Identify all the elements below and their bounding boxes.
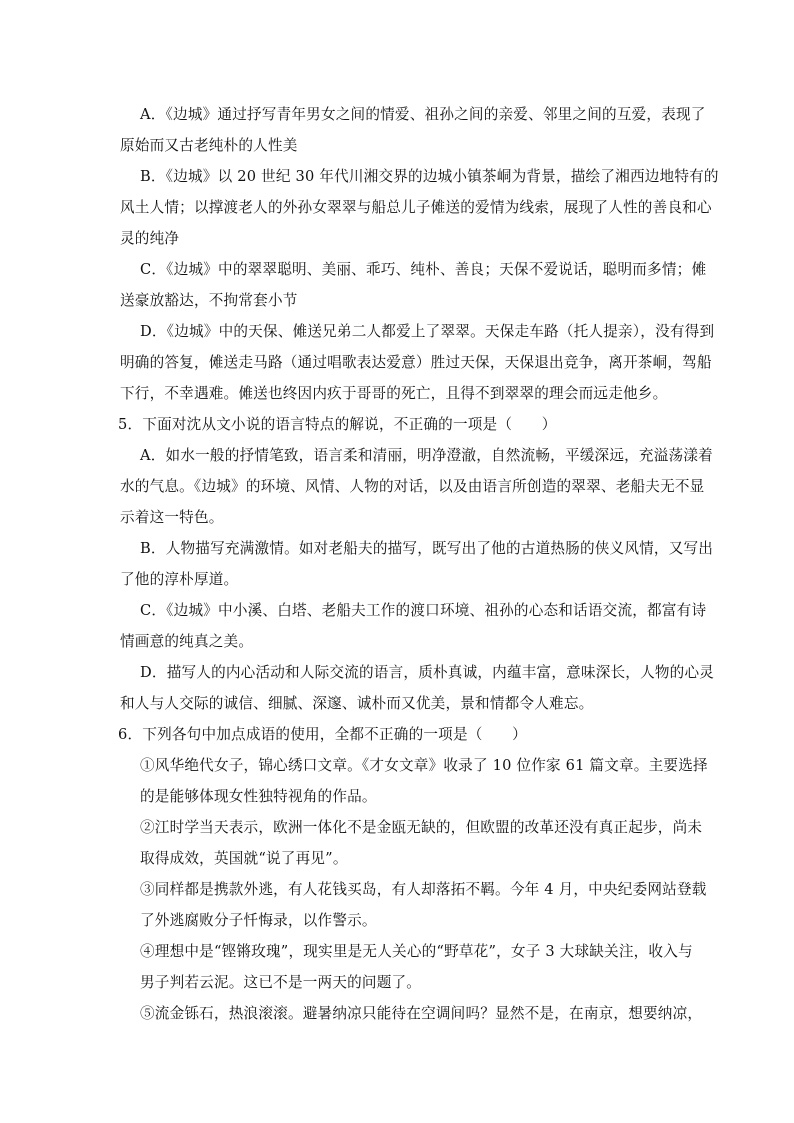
question-6-stem [118, 719, 683, 750]
text-line: C．《边城》中的翠翠聪明、美丽、乖巧、纯朴、善良；天保不爱说话，聪明而多情；傩 [140, 261, 707, 278]
text-line: 取得成效，英国就“说了再见”。 [140, 850, 348, 867]
text-line: 了外逃腐败分子忏悔录，以作警示。 [140, 912, 377, 929]
text-line: 水的气息。《边城》的环境、风情、人物的对话，以及由语言所创造的翠翠、老船夫无不显 [120, 478, 705, 495]
q4-option-b [118, 161, 719, 254]
text-line: 明确的答复，傩送走马路（通过唱歌表达爱意）胜过天保，天保退出竞争，离开茶峒，驾船 [120, 354, 712, 371]
text-line: B．人物描写充满激情。如对老船夫的描写，既写出了他的古道热肠的侠义风情，又写出 [140, 540, 714, 557]
text-line: ②江时学当天表示，欧洲一体化不是金瓯无缺的，但欧盟的改革还没有真正起步，尚未 [140, 819, 703, 836]
text-line: D．描写人的内心活动和人际交流的语言，质朴真诚，内蕴丰富，意味深长，人物的心灵 [140, 664, 715, 681]
q6-item-1 [118, 750, 708, 812]
text-line: 情画意的纯真之美。 [120, 633, 254, 650]
text-line: ④理想中是“铿锵玫瑰”，现实里是无人关心的“野草花”，女子 3 大球缺关注，收入与 [140, 943, 693, 960]
q5-option-b [118, 533, 714, 595]
text-line: A．如水一般的抒情笔致，语言柔和清丽，明净澄澈，自然流畅，平缓深远，充溢荡漾着 [140, 447, 713, 464]
q6-item-2 [118, 812, 703, 874]
text-line: 男子判若云泥。这已不是一两天的问题了。 [140, 974, 422, 991]
q5-option-d [118, 657, 715, 719]
text-line: 风土人情；以撑渡老人的外孙女翠翠与船总儿子傩送的爱情为线索，展现了人性的善良和心 [120, 199, 712, 216]
q6-item-4 [118, 936, 693, 998]
text-line: B．《边城》以 20 世纪 30 年代川湘交界的边城小镇茶峒为背景，描绘了湘西边地特有的 [140, 168, 719, 185]
text-line: D．《边城》中的天保、傩送兄弟二人都爱上了翠翠。天保走车路（托人提亲），没有得到 [140, 323, 715, 340]
question-content [118, 99, 719, 1029]
text-line: 灵的纯净 [120, 230, 180, 247]
text-line: ⑤流金铄石，热浪滚滚。避暑纳凉只能待在空调间吗？显然不是，在南京，想要纳凉， [140, 1005, 703, 1022]
q5-option-a [118, 440, 713, 533]
text-line: ③同样都是携款外逃，有人花钱买岛，有人却落拓不羁。今年 4 月，中央纪委网站登载 [140, 881, 707, 898]
text-line: 和人与人交际的诚信、细腻、深邃、诚朴而又优美，景和情都令人难忘。 [120, 695, 594, 712]
question-5-stem [118, 409, 683, 440]
text-line: 的是能够体现女性独特视角的作品。 [140, 788, 377, 805]
text-line: 送豪放豁达，不拘常套小节 [120, 292, 298, 309]
text-line: A．《边城》通过抒写青年男女之间的情爱、祖孙之间的亲爱、邻里之间的互爱，表现了 [140, 106, 706, 123]
text-line: 下行，不幸遇难。傩送也终因内疚于哥哥的死亡，且得不到翠翠的理会而远走他乡。 [120, 385, 668, 402]
q5-option-c [118, 595, 707, 657]
text-line: 示着这一特色。 [120, 509, 224, 526]
text-line: 原始而又古老纯朴的人性美 [120, 137, 298, 154]
text-line: 5．下面对沈从文小说的语言特点的解说，不正确的一项是（ ） [118, 416, 557, 433]
q4-option-a [118, 99, 706, 161]
text-line: C．《边城》中小溪、白塔、老船夫工作的渡口环境、祖孙的心态和话语交流，都富有诗 [140, 602, 707, 619]
q6-item-5 [118, 998, 703, 1029]
text-line: 了他的淳朴厚道。 [120, 571, 239, 588]
text-line: ①风华绝代女子，锦心绣口文章。《才女文章》收录了 10 位作家 61 篇文章。主要选择 [140, 757, 708, 774]
q6-item-3 [118, 874, 707, 936]
text-line: 6．下列各句中加点成语的使用，全都不正确的一项是（ ） [118, 726, 527, 743]
q4-option-c [118, 254, 707, 316]
q4-option-d [118, 316, 715, 409]
